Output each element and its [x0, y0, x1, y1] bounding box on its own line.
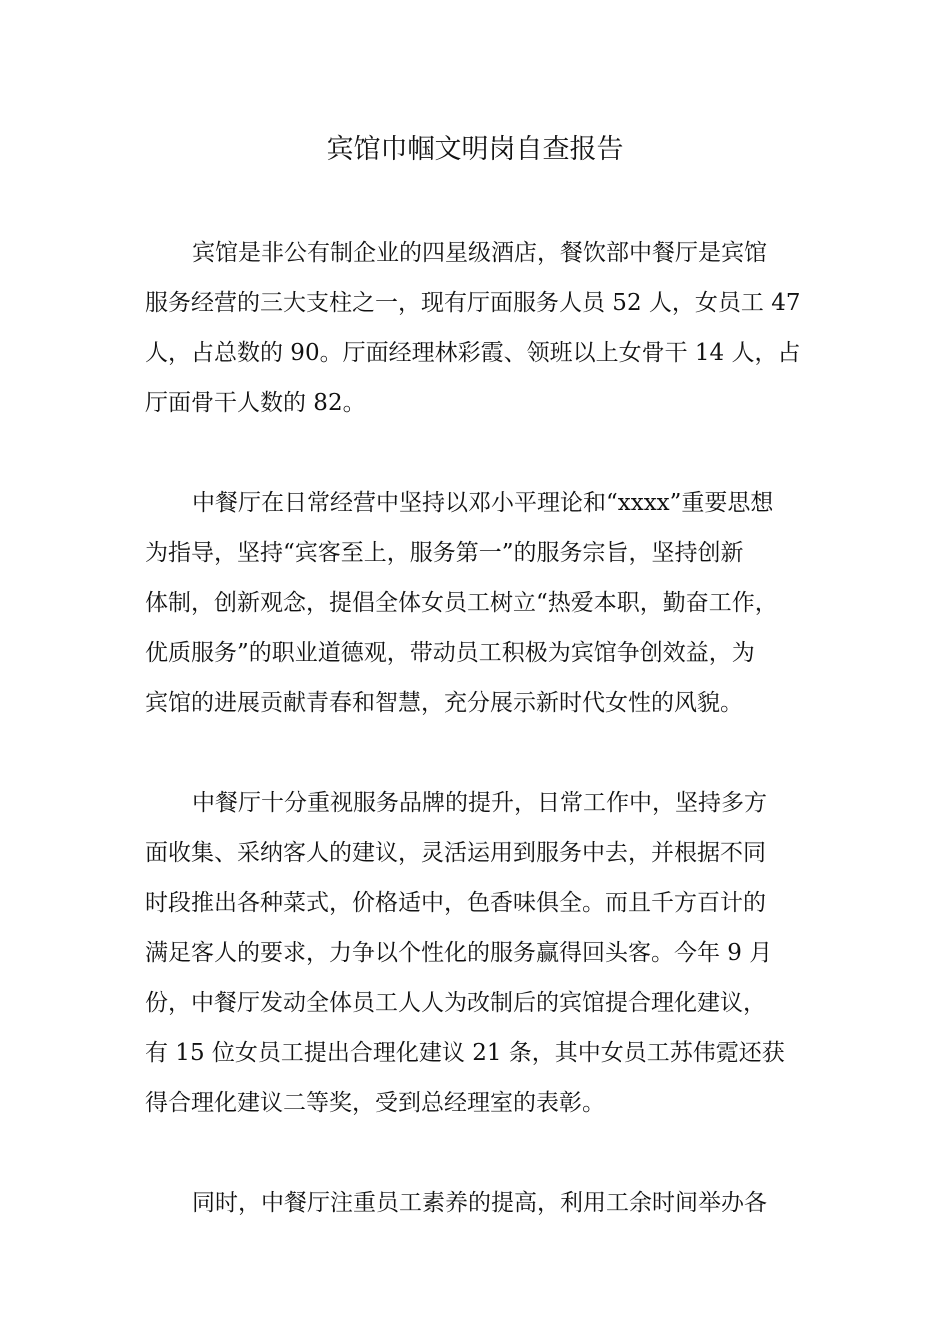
- paragraph-4: [145, 1178, 815, 1228]
- paragraph-spacer: [145, 428, 815, 478]
- paragraph-1: [145, 228, 815, 428]
- paragraph-line: 为指导，坚持“宾客至上，服务第一”的服务宗旨，坚持创新: [145, 540, 744, 566]
- paragraph-line: 得合理化建议二等奖，受到总经理室的表彰。: [145, 1090, 605, 1116]
- paragraph-line: 份，中餐厅发动全体员工人人为改制后的宾馆提合理化建议，: [145, 990, 766, 1016]
- paragraph-line: 优质服务”的职业道德观，带动员工积极为宾馆争创效益，为: [145, 640, 755, 666]
- paragraph-line: 服务经营的三大支柱之一，现有厅面服务人员 52 人，女员工 47: [145, 290, 801, 316]
- paragraph-line: 中餐厅在日常经营中坚持以邓小平理论和“xxxx”重要思想: [192, 490, 774, 516]
- paragraph-line: 同时，中餐厅注重员工素养的提高，利用工余时间举办各: [192, 1190, 767, 1216]
- paragraph-line: 厅面骨干人数的 82。: [145, 390, 366, 416]
- paragraph-line: 体制，创新观念，提倡全体女员工树立“热爱本职，勤奋工作，: [145, 590, 778, 616]
- paragraph-spacer: [145, 728, 815, 778]
- paragraph-spacer: [145, 1128, 815, 1178]
- document-title: 宾馆巾帼文明岗自查报告: [326, 134, 624, 165]
- paragraph-2: [145, 478, 815, 728]
- document-body: [145, 228, 815, 1228]
- paragraph-line: 有 15 位女员工提出合理化建议 21 条，其中女员工苏伟霓还获: [145, 1040, 785, 1066]
- paragraph-line: 宾馆的进展贡献青春和智慧，充分展示新时代女性的风貌。: [145, 690, 743, 716]
- paragraph-3: [145, 778, 815, 1128]
- paragraph-line: 人，占总数的 90。厅面经理林彩霞、领班以上女骨干 14 人，占: [145, 340, 801, 366]
- paragraph-line: 宾馆是非公有制企业的四星级酒店，餐饮部中餐厅是宾馆: [192, 240, 767, 266]
- paragraph-line: 满足客人的要求，力争以个性化的服务赢得回头客。今年 9 月: [145, 940, 773, 966]
- paragraph-line: 中餐厅十分重视服务品牌的提升，日常工作中，坚持多方: [192, 790, 767, 816]
- paragraph-line: 时段推出各种菜式，价格适中，色香味俱全。而且千方百计的: [145, 890, 766, 916]
- paragraph-line: 面收集、采纳客人的建议，灵活运用到服务中去，并根据不同: [145, 840, 766, 866]
